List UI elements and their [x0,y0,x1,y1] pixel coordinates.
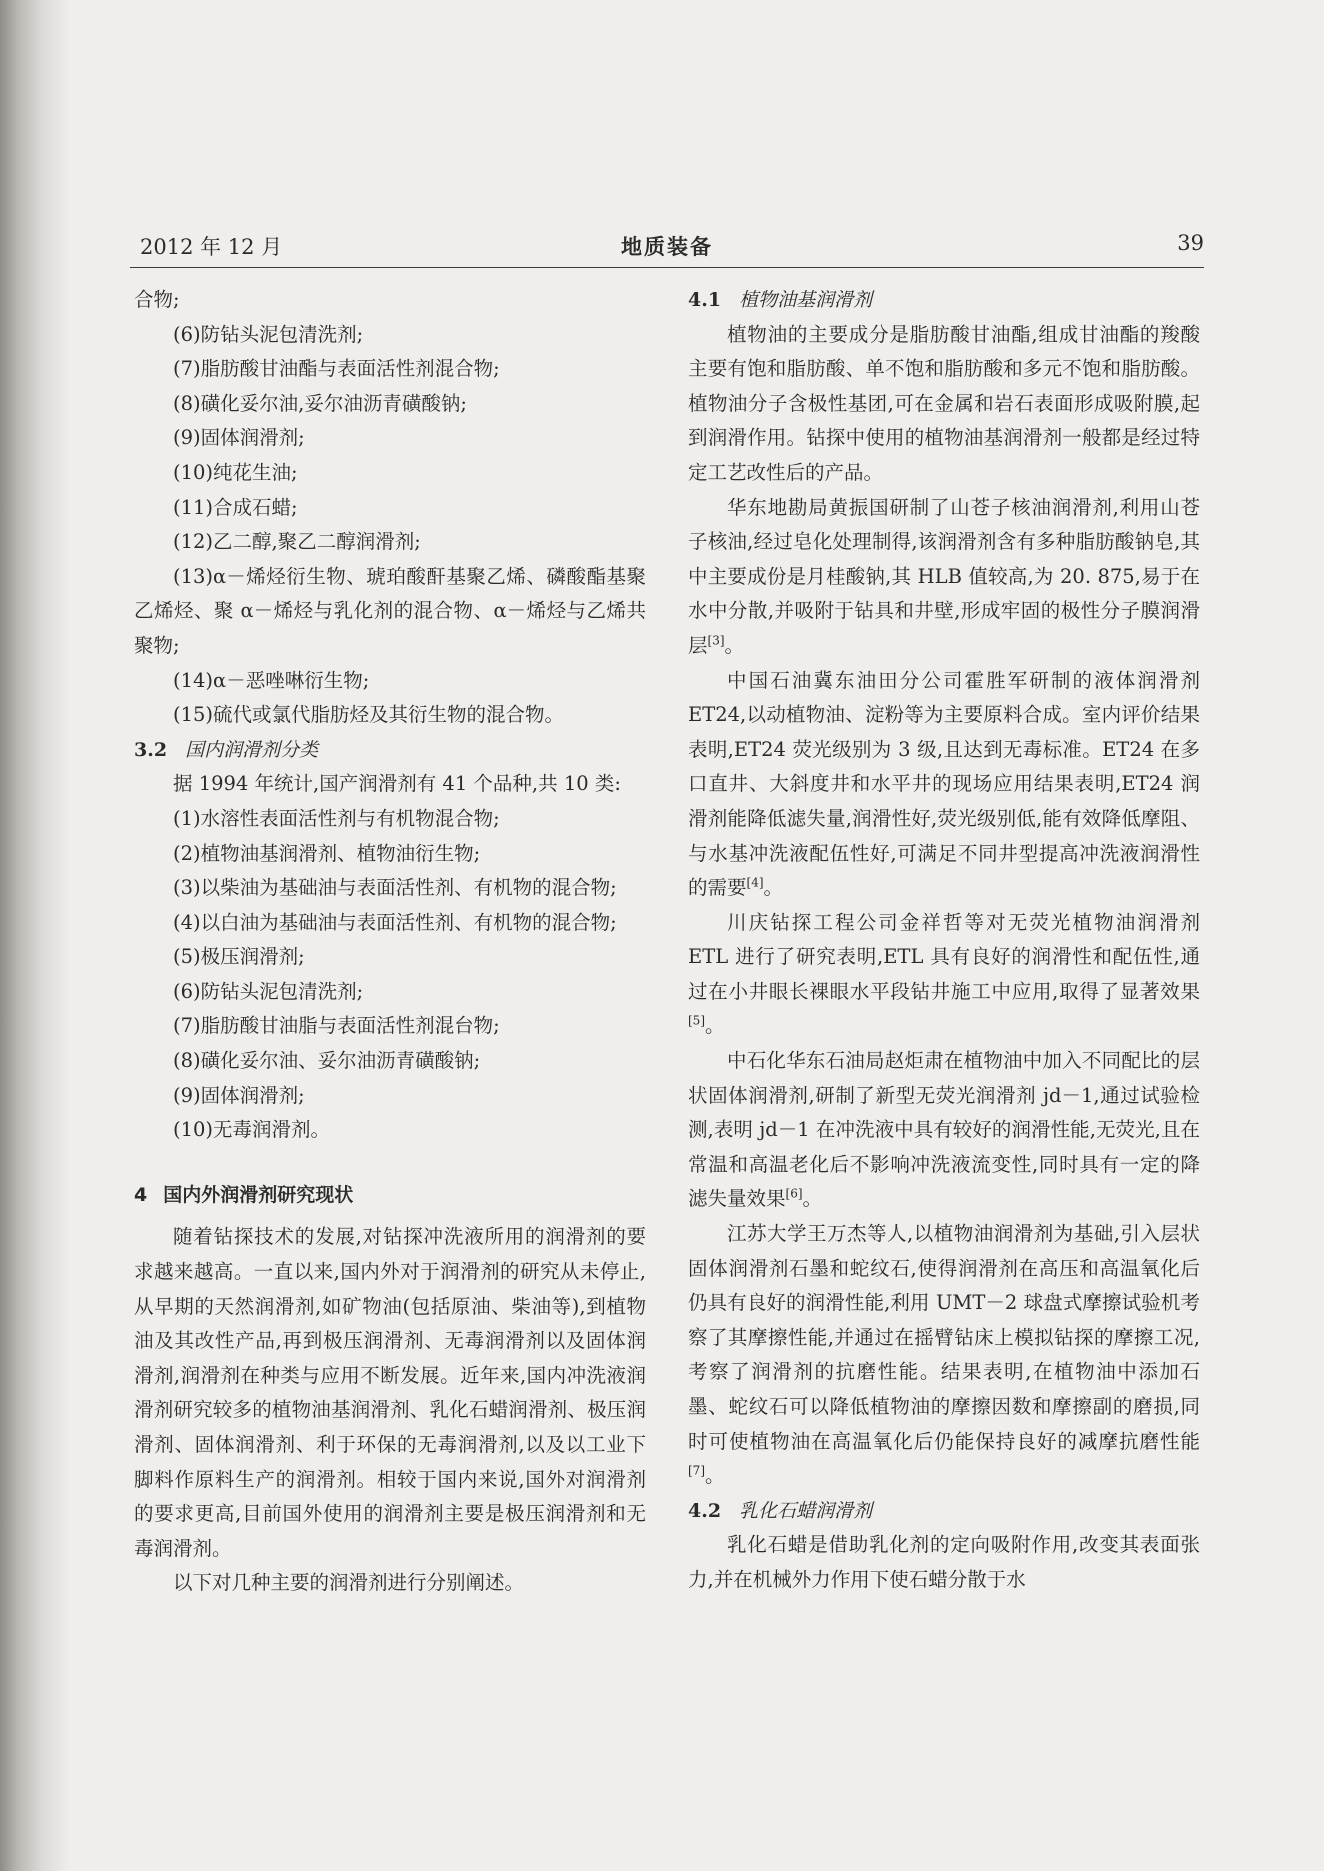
citation: [4] [746,875,764,890]
page-header [130,225,1204,268]
paragraph: 合物; [134,288,180,311]
list-item: (15)硫代或氯代脂肪烃及其衍生物的混合物。 [173,703,565,727]
paragraph-text: 华东地勘局黄振国研制了山苍子核油润滑剂,利用山苍子核油,经过皂化处理制得,该润滑剂含有多种脂肪酸钠皂,其中主要成份是月桂酸钠,其 HLB 值较高,为 20. 875,易于在水中分散,并吸附于钻具和井壁,形成牢固的极性分子膜润滑层 [688,495,1200,657]
list-item: (11)合成石蜡; [173,495,298,519]
citation: [6] [785,1186,803,1201]
paragraph [688,664,1200,906]
subsection-heading-4-2 [688,1494,1200,1529]
list-item: (8)磺化妥尔油、妥尔油沥青磺酸钠; [173,1049,481,1073]
citation: [7] [688,1463,705,1478]
subsection-title: 乳化石蜡润滑剂 [739,1499,873,1522]
page-number: 39 [1177,231,1204,255]
journal-page [130,225,1204,1785]
paragraph-text: 江苏大学王万杰等人,以植物油润滑剂为基础,引入层状固体润滑剂石墨和蛇纹石,使得润滑剂在高压和高温氧化后仍具有良好的润滑性能,利用 UMT－2 球盘式摩擦试验机考察了其摩擦性能,并通过在摇臂钻床上模拟钻探的摩擦工况,考察了润滑剂的抗磨性能。结果表明,在植物油中添加石墨、蛇纹石可以降低植物油的摩擦因数和摩擦副的磨损,同时可使植物油在高温氧化后仍能保持良好的减摩抗磨性能 [688,1222,1200,1453]
paragraph-text: 中石化华东石油局赵炬肃在植物油中加入不同配比的层状固体润滑剂,研制了新型无荧光润滑剂 jd－1,通过试验检测,表明 jd－1 在冲洗液中具有较好的润滑性能,无荧光,且在常温和高温老化后不影响冲洗液流变性,同时具有一定的降滤失量效果 [688,1049,1200,1211]
paragraph-text: 中国石油冀东油田分公司霍胜军研制的液体润滑剂 ET24,以动植物油、淀粉等为主要原料合成。室内评价结果表明,ET24 荧光级别为 3 级,且达到无毒标准。ET24 在多口直井、大斜度井和水平井的现场应用结果表明,ET24 润滑剂能降低滤失量,润滑性好,荧光级别低,能有效降低摩阻、与水基冲洗液配伍性好,可满足不同井型提高冲洗液润滑性的需要 [688,668,1200,900]
list-item: (8)磺化妥尔油,妥尔油沥青磺酸钠; [173,391,467,415]
paragraph-end: 。 [705,1464,725,1488]
citation: [5] [688,1013,705,1028]
paragraph-end: 。 [705,1014,725,1038]
left-column [134,283,646,1601]
paragraph-end: 。 [802,1187,823,1211]
list-item: (13)α－烯烃衍生物、琥珀酸酐基聚乙烯、磷酸酯基聚乙烯烃、聚 α－烯烃与乳化剂的混合物、α－烯烃与乙烯共聚物; [134,564,646,657]
list-item: (9)固体润滑剂; [173,426,305,450]
section-heading-4 [134,1178,646,1213]
subsection-title: 植物油基润滑剂 [739,289,873,311]
list-item: (5)极压润滑剂; [173,945,305,969]
binding-shadow [0,0,70,1871]
paragraph [688,906,1200,1044]
section-title: 国内外润滑剂研究现状 [163,1183,354,1206]
paragraph-text: 川庆钻探工程公司金祥哲等对无荧光植物油润滑剂 ETL 进行了研究表明,ETL 具有良好的润滑性和配伍性,通过在小井眼长裸眼水平段钻井施工中应用,取得了显著效果 [688,910,1200,1003]
section-number: 4 [134,1183,148,1206]
subsection-number: 4.1 [688,289,722,311]
paragraph: 植物油的主要成分是脂肪酸甘油酯,组成甘油酯的羧酸主要有饱和脂肪酸、单不饱和脂肪酸和多元不饱和脂肪酸。植物油分子含极性基团,可在金属和岩石表面形成吸附膜,起到润滑作用。钻探中使用的植物油基润滑剂一般都是经过特定工艺改性后的产品。 [688,322,1200,484]
paragraph: 随着钻探技术的发展,对钻探冲洗液所用的润滑剂的要求越来越高。一直以来,国内外对于润滑剂的研究从未停止,从早期的天然润滑剂,如矿物油(包括原油、柴油等),到植物油及其改性产品,再到极压润滑剂、无毒润滑剂以及固体润滑剂,润滑剂在种类与应用不断发展。近年来,国内冲洗液润滑剂研究较多的植物油基润滑剂、乳化石蜡润滑剂、极压润滑剂、固体润滑剂、利于环保的无毒润滑剂,以及以工业下脚料作原料生产的润滑剂。相较于国内来说,国外对润滑剂的要求更高,目前国外使用的润滑剂主要是极压润滑剂和无毒润滑剂。 [134,1225,646,1560]
list-item: (14)α－恶唑啉衍生物; [173,668,370,692]
list-item: (6)防钻头泥包清洗剂; [173,322,364,346]
subsection-heading-4-1 [688,283,1200,318]
list-item: (12)乙二醇,聚乙二醇润滑剂; [173,530,421,554]
list-item: (2)植物油基润滑剂、植物油衍生物; [173,841,481,865]
list-item: (1)水溶性表面活性剂与有机物混合物; [173,806,500,830]
subsection-number: 4.2 [688,1499,722,1522]
paragraph [688,1044,1200,1217]
paragraph [688,491,1200,664]
list-item: (7)脂肪酸甘油酯与表面活性剂混合物; [173,357,500,381]
paragraph: 以下对几种主要的润滑剂进行分别阐述。 [173,1571,525,1595]
subsection-heading-3-2 [134,733,646,768]
right-column [688,283,1200,1598]
paragraph: 据 1994 年统计,国产润滑剂有 41 个品种,共 10 类: [173,772,621,796]
paragraph-end: 。 [724,633,745,657]
subsection-number: 3.2 [134,738,168,761]
list-item: (6)防钻头泥包清洗剂; [173,979,364,1003]
paragraph: 乳化石蜡是借助乳化剂的定向吸附作用,改变其表面张力,并在机械外力作用下使石蜡分散于水 [688,1533,1200,1591]
header-date: 2012 年 12 月 [140,235,283,259]
list-item: (3)以柴油为基础油与表面活性剂、有机物的混合物; [173,876,617,900]
list-item: (10)纯花生油; [173,460,298,484]
paragraph-end: 。 [763,876,784,900]
citation: [3] [707,633,725,648]
list-item: (7)脂肪酸甘油脂与表面活性剂混台物; [173,1014,500,1038]
subsection-title: 国内润滑剂分类 [185,738,319,761]
list-item: (10)无毒润滑剂。 [173,1118,331,1142]
list-item: (4)以白油为基础油与表面活性剂、有机物的混合物; [173,910,617,934]
list-item: (9)固体润滑剂; [173,1083,305,1107]
paragraph [688,1217,1200,1494]
journal-name: 地质装备 [621,234,713,259]
